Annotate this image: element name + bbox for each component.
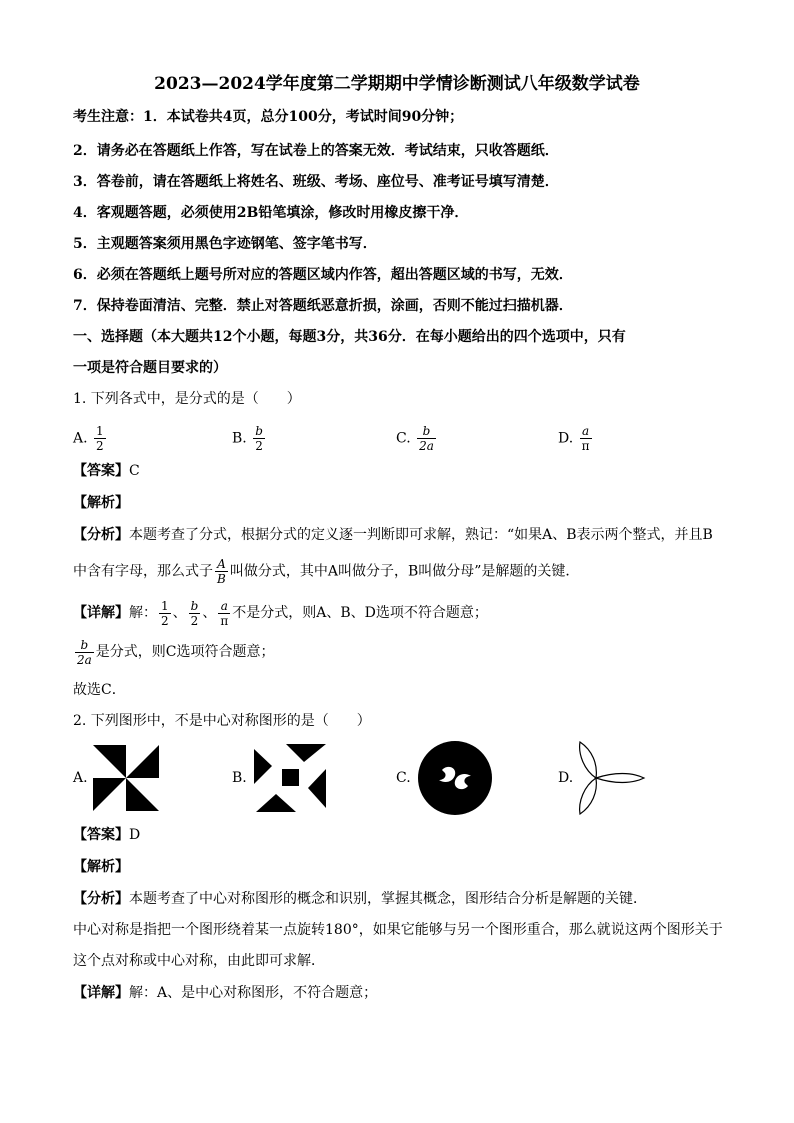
q2-option-b-label: B. <box>232 770 247 786</box>
q1-fenxi-line1 <box>73 525 713 545</box>
section-heading: 一、选择题（本大题共12个小题，每题3分，共36分．在每小题给出的四个选项中，只有 <box>73 329 626 345</box>
fraction <box>253 424 265 453</box>
option-label: D. <box>558 430 574 447</box>
fenxi-text: 本题考查了中心对称图形的概念和识别，掌握其概念，图形结合分析是解题的关键． <box>129 891 647 907</box>
detail-text: 解：A、是中心对称图形，不符合题意； <box>129 985 378 1001</box>
q2-option-a-label: A. <box>73 770 88 786</box>
denominator: π <box>581 439 590 453</box>
q1-conclusion: 故选C． <box>73 682 126 698</box>
fraction <box>94 424 106 453</box>
q2-detail <box>73 983 377 1003</box>
note-7: 7．保持卷面清洁、完整．禁止对答题纸恶意折损，涂画，否则不能过扫描机器． <box>73 298 573 314</box>
note-2: 2．请务必在答题纸上作答，写在试卷上的答案无效．考试结束，只收答题纸． <box>73 143 559 159</box>
detail-tag: 【详解】 <box>73 985 129 1001</box>
fraction <box>417 424 436 453</box>
q2-option-d-label: D. <box>558 770 574 786</box>
q1-detail-line2 <box>73 637 275 667</box>
fraction <box>580 424 592 453</box>
numerator: a <box>582 424 590 438</box>
q2-fenxi <box>73 889 647 909</box>
denominator: 2a <box>77 652 92 667</box>
denominator: 2 <box>253 438 265 453</box>
fenxi-text-b: 叫做分式，其中A叫做分子，B叫做分母”是解题的关键． <box>229 563 580 580</box>
numerator: b <box>190 598 199 613</box>
fraction-a-pi <box>218 599 230 628</box>
square-triangles-figure <box>254 744 326 812</box>
fenxi-tag: 【分析】 <box>73 527 129 543</box>
answer-value: D <box>129 827 141 843</box>
fraction-1-2 <box>159 599 171 628</box>
pinwheel-figure <box>93 745 159 811</box>
q1-option-c <box>396 424 438 453</box>
fenxi-tag: 【分析】 <box>73 891 129 907</box>
answer-tag: 【答案】 <box>73 463 129 479</box>
q2-stem: 2. 下列图形中，不是中心对称图形的是（ ） <box>73 713 371 729</box>
numerator: 1 <box>96 424 104 438</box>
note-6: 6．必须在答题纸上题号所对应的答题区域内作答，超出答题区域的书写，无效． <box>73 267 573 283</box>
note-5: 5．主观题答案须用黑色字迹钢笔、签字笔书写． <box>73 236 377 252</box>
denominator: 2 <box>189 613 201 628</box>
q1-option-a <box>73 424 108 453</box>
denominator: π <box>220 613 229 628</box>
detail-tag: 【详解】 <box>73 605 129 621</box>
separator: 、 <box>172 605 187 621</box>
numerator: b <box>80 637 89 652</box>
fenxi-text: 本题考查了分式，根据分式的定义逐一判断即可求解，熟记：“如果A、B表示两个整式，并且B <box>129 527 713 543</box>
denominator: B <box>217 572 226 586</box>
q2-text-line1: 中心对称是指把一个图形绕着某一点旋转180°，如果它能够与另一个图形重合，那么就说这两个图形关于 <box>73 922 723 938</box>
numerator: 1 <box>161 598 169 613</box>
separator: 、 <box>202 605 217 621</box>
note-1: 考生注意：1．本试卷共4页，总分100分，考试时间90分钟； <box>73 109 464 125</box>
option-label: A. <box>73 430 88 447</box>
answer-value: C <box>129 463 140 479</box>
q1-analysis-tag: 【解析】 <box>73 495 129 511</box>
q2-answer <box>73 825 140 845</box>
note-3: 3．答卷前，请在答题纸上将姓名、班级、考场、座位号、准考证号填写清楚． <box>73 174 559 190</box>
section-heading-cont: 一项是符合题目要求的） <box>73 360 227 376</box>
fraction-b-2 <box>189 599 201 628</box>
q1-fenxi-line2 <box>73 557 579 586</box>
detail-text: 是分式，则C选项符合题意； <box>95 644 275 660</box>
denominator: 2 <box>96 439 104 453</box>
answer-tag: 【答案】 <box>73 827 129 843</box>
circle-tomoe-figure <box>417 740 493 816</box>
fenxi-text-a: 中含有字母，那么式子 <box>73 563 213 580</box>
numerator: A <box>217 557 226 571</box>
q1-stem: 1. 下列各式中，是分式的是（ ） <box>73 391 301 407</box>
q2-text-line2: 这个点对称或中心对称，由此即可求解． <box>73 953 325 969</box>
q2-option-c-label: C. <box>396 770 411 786</box>
note-4: 4．客观题答题，必须使用2B铅笔填涂，修改时用橡皮擦干净． <box>73 205 469 221</box>
detail-text: 不是分式，则A、B、D选项不符合题意； <box>232 605 488 621</box>
q1-option-b <box>232 424 267 453</box>
fraction-b-2a <box>75 638 94 667</box>
numerator: b <box>255 424 263 438</box>
option-label: B. <box>232 430 247 447</box>
numerator: b <box>422 424 431 438</box>
q2-analysis-tag: 【解析】 <box>73 859 129 875</box>
q1-answer <box>73 461 140 481</box>
fraction-a-over-b <box>215 557 228 586</box>
q1-option-d <box>558 424 594 453</box>
q1-detail-line1 <box>73 598 488 628</box>
page-title: 2023—2024学年度第二学期期中学情诊断测试八年级数学试卷 <box>154 74 640 94</box>
denominator: 2a <box>419 439 434 453</box>
three-petal-figure <box>576 740 646 816</box>
detail-prefix: 解： <box>129 605 157 621</box>
denominator: 2 <box>161 613 169 628</box>
option-label: C. <box>396 430 411 447</box>
numerator: a <box>220 598 228 613</box>
